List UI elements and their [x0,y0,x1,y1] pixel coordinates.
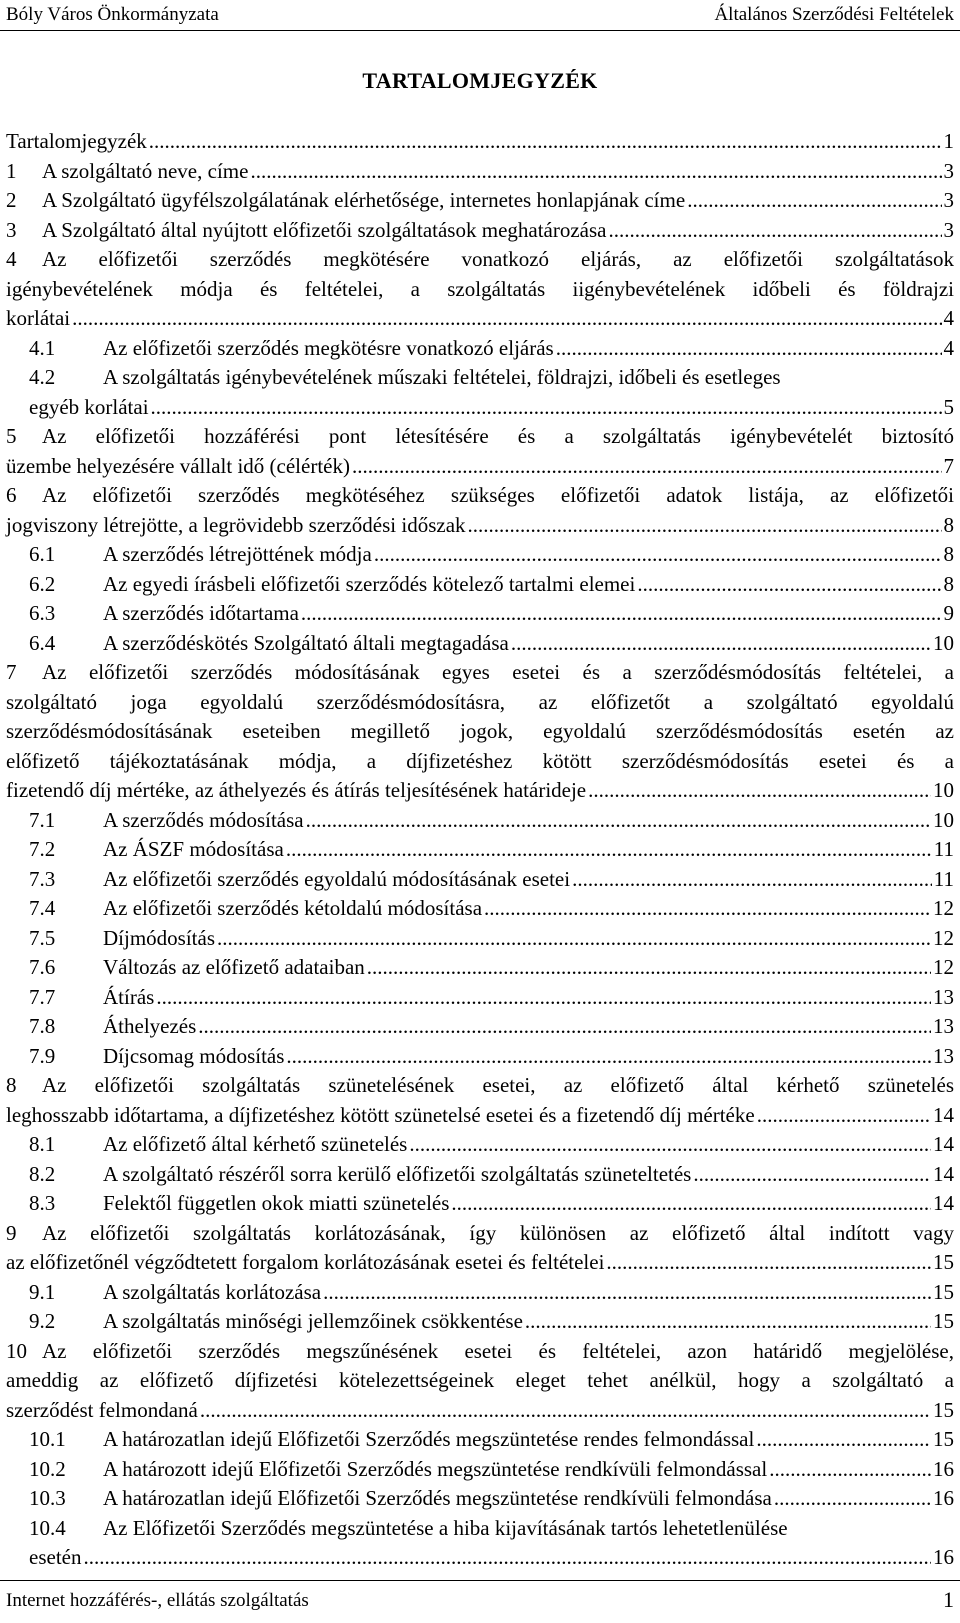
toc-entry-number: 10.3 [29,1486,66,1510]
toc-leader [756,1425,931,1455]
toc-leader [301,599,942,629]
toc-page-number: 13 [933,984,954,1009]
toc-entry-10[interactable] [6,1337,954,1426]
toc-leader [149,127,942,157]
toc-entry-tartalomjegyzek[interactable] [6,127,954,157]
toc-entry-text: A szolgáltató részéről sorra kerülő előfizetői szolgáltatás szüneteltetés [103,1161,692,1186]
toc-entry-number: 7.8 [29,1014,56,1038]
toc-entry-number: 10.4 [29,1515,66,1540]
toc-entry-text: A szolgáltatás korlátozása [103,1279,322,1304]
toc-entry-text-line-1: Az előfizetői szerződés megkötésére vonatkozó eljárás, az előfizetői szolgáltatások [42,247,954,271]
toc-entry-text: A határozatlan idejű Előfizetői Szerződés megszüntetése rendkívüli felmondása [103,1486,772,1510]
toc-entry-7-1[interactable] [6,806,954,836]
toc-page-number: 10 [933,630,954,655]
toc-page-number: 16 [933,1486,954,1510]
toc-entry-1[interactable] [6,157,954,187]
toc-entry-text: Az egyedi írásbeli előfizetői szerződés kötelező tartalmi elemei [103,571,636,596]
footer-service-name: Internet hozzáférés-, ellátás szolgáltatás [6,1590,309,1611]
toc-entry-text: Változás az előfizető adataiban [103,955,365,979]
toc-entry-number: 6.4 [29,630,56,655]
toc-page-number: 15 [933,1279,954,1304]
toc-leader [367,953,931,983]
toc-entry-number: 8.1 [29,1132,56,1156]
toc-entry-number: 2 [6,188,17,212]
toc-leader [151,393,942,423]
toc-leader [306,806,931,836]
toc-title: TARTALOMJEGYZÉK [362,68,598,93]
toc-leader [511,629,931,659]
toc-page-number: 11 [933,866,954,891]
toc-leader [72,304,941,334]
toc-page-number: 16 [933,1545,954,1569]
toc-entry-text-line-1: Az előfizetői hozzáférési pont létesítésére és a szolgáltatás igénybevételét biztosító [42,424,954,448]
toc-page-number: 5 [943,394,954,419]
toc-entry-number: 9 [6,1220,17,1245]
toc-entry-8-3[interactable] [6,1189,954,1219]
toc-entry-text-line-2: az előfizetőnél végződtetett forgalom korlátozásának esetei és feltételei [6,1250,605,1274]
toc-entry-text: A határozatlan idejű Előfizetői Szerződés megszüntetése rendes felmondással [103,1427,755,1451]
toc-entry-text-line-1: Az előfizetői szolgáltatás korlátozásának, így különösen az előfizető által indított vagy [42,1220,954,1245]
toc-page-number: 14 [933,1102,954,1127]
toc-entry-8-2[interactable] [6,1160,954,1190]
running-footer [0,1580,960,1623]
toc-page-number: 1 [943,129,954,153]
toc-leader [484,894,931,924]
toc-entry-text: A Szolgáltató ügyfélszolgálatának elérhetősége, internetes honlapjának címe [42,188,686,212]
toc-entry-number: 6.3 [29,601,56,625]
toc-page-number: 12 [933,955,954,979]
toc-entry-text: Díjmódosítás [103,925,216,950]
toc-entry-number: 7.3 [29,866,56,891]
toc-entry-text: Átírás [103,984,155,1009]
toc-entry-text: A határozott idejű Előfizetői Szerződés megszüntetése rendkívüli felmondással [103,1456,768,1481]
toc-entry-number: 7.9 [29,1043,56,1068]
toc-page-number: 11 [933,837,954,861]
toc-entry-text-line-1: Az előfizetői szerződés megkötéséhez szükséges előfizetői adatok listája, az előfizetői [42,483,954,507]
toc-entry-text: Az előfizetői szerződés kétoldalú módosítása [103,896,483,920]
toc-entry-7-3[interactable] [6,865,954,895]
toc-entry-7-7[interactable] [6,983,954,1013]
toc-entry-6-4[interactable] [6,629,954,659]
toc-entry-text: A szolgáltatás minőségi jellemzőinek csökkentése [103,1309,523,1333]
toc-page-number: 15 [933,1397,954,1422]
toc-entry-8-1[interactable] [6,1130,954,1160]
toc-entry-number: 4.1 [29,335,56,360]
toc-entry-text-line-3: szerződésmódosításának eseteiben megillető jogok, egyoldalú szerződésmódosítás esetén az [6,719,954,743]
toc-entry-text: A szerződés időtartama [103,601,299,625]
toc-leader [374,540,942,570]
toc-entry-text: A szolgáltató neve, címe [42,158,249,183]
toc-entry-4[interactable] [6,245,954,334]
toc-entry-number: 7.6 [29,955,56,979]
toc-entry-10-3[interactable] [6,1484,954,1514]
toc-page-number: 4 [943,306,954,330]
toc-entry-7-9[interactable] [6,1042,954,1072]
toc-entry-3[interactable] [6,216,954,246]
toc-entry-text-line-2: szolgáltató joga egyoldalú szerződésmódosításra, az előfizetőt a szolgáltató egyoldalú [6,689,954,714]
toc-page-number: 3 [943,158,954,183]
toc-entry-10-4[interactable] [6,1514,954,1573]
toc-page-number: 4 [943,335,954,360]
toc-page-number: 7 [943,453,954,478]
toc-entry-text-line-2: leghosszabb időtartama, a díjfizetéshez kötött szünetelsé esetei és a fizetendő díj mértéke [6,1102,755,1127]
toc-page-number: 9 [943,601,954,625]
toc-leader [774,1484,931,1514]
toc-entry-number: 10 [6,1338,27,1363]
toc-entry-text-line-2: esetén [29,1545,82,1569]
toc-entry-text: Felektől független okok miatti szünetelés [103,1191,450,1215]
toc-entry-number: 7.4 [29,896,56,920]
toc-entry-number: 3 [6,217,17,242]
toc-entry-10-1[interactable] [6,1425,954,1455]
toc-entry-7-4[interactable] [6,894,954,924]
toc-entry-text-line-2: egyéb korlátai [29,394,149,419]
toc-leader [468,511,942,541]
toc-entry-text-line-1: Az előfizetői szolgáltatás szünetelésének esetei, az előfizető által kérhető szünetelés [42,1073,954,1097]
toc-page-number: 8 [943,571,954,596]
header-document-title: Általános Szerződési Feltételek [714,4,954,25]
toc-entry-text-line-1: Az Előfizetői Szerződés megszüntetése a hiba kijavításának tartós lehetetlenülése [103,1515,788,1540]
toc-entry-number: 4 [6,247,17,271]
toc-entry-text-line-2: jogviszony létrejötte, a legrövidebb szerződési időszak [6,512,466,537]
toc-leader [525,1307,931,1337]
toc-entry-number: 4.2 [29,365,56,389]
toc-entry-text: A Szolgáltató által nyújtott előfizetői szolgáltatások meghatározása [42,217,607,242]
toc-entry-4-1[interactable] [6,334,954,364]
toc-entry-text: Az ÁSZF módosítása [103,837,284,861]
toc-leader [83,1543,931,1573]
toc-leader [588,776,931,806]
toc-leader [352,452,942,482]
footer-page-number: 1 [943,1587,954,1612]
toc-entry-number: 9.1 [29,1279,56,1304]
toc-leader [693,1160,931,1190]
header-organization: Bóly Város Önkormányzata [6,4,219,25]
toc-page-number: 13 [933,1014,954,1038]
toc-page-number: 15 [933,1427,954,1451]
toc-leader [250,157,941,187]
toc-entry-text: Áthelyezés [103,1014,197,1038]
toc-leader [217,924,931,954]
toc-page-number: 12 [933,896,954,920]
toc-page-number: 15 [933,1250,954,1274]
toc-page-number: 8 [943,512,954,537]
toc-entry-text-line-4: előfizető tájékoztatásának módja, a díjfizetéshez kötött szerződésmódosítás esetei és a [6,748,954,773]
toc-entry-number: 7.7 [29,984,56,1009]
toc-page-number: 3 [943,217,954,242]
toc-entry-number: 8.3 [29,1191,56,1215]
toc-leader [451,1189,931,1219]
toc-entry-7-6[interactable] [6,953,954,983]
toc-page-number: 15 [933,1309,954,1333]
toc-entry-number: 6.1 [29,542,56,566]
toc-entry-6-3[interactable] [6,599,954,629]
running-header [0,0,960,31]
toc-leader [556,334,942,364]
toc-entry-number: 7.1 [29,807,56,832]
toc-entry-text-line-3: korlátai [6,306,71,330]
toc-entry-number: 7 [6,660,17,684]
toc-entry-7-2[interactable] [6,835,954,865]
toc-entry-text-line-1: Az előfizetői szerződés módosításának egyes esetei és a szerződésmódosítás feltételei, a [42,660,954,684]
toc-leader [637,570,941,600]
table-of-contents [6,127,954,1573]
toc-entry-text-line-1: Az előfizetői szerződés megszűnésének esetei és feltételei, azon határidő megjelölése, [42,1338,954,1363]
toc-page-number: 14 [933,1161,954,1186]
toc-entry-text-line-2: ameddig az előfizető díjfizetési kötelezettségeinek eleget tehet anélkül, hogy a szolgáltató a [6,1368,954,1392]
toc-page-number: 13 [933,1043,954,1068]
toc-entry-6-1[interactable] [6,540,954,570]
toc-entry-9-2[interactable] [6,1307,954,1337]
toc-page-number: 14 [933,1191,954,1215]
toc-entry-number: 8.2 [29,1161,56,1186]
toc-page-number: 16 [933,1456,954,1481]
toc-entry-text: Díjcsomag módosítás [103,1043,285,1068]
toc-leader [609,216,942,246]
toc-entry-text: A szerződés módosítása [103,807,304,832]
toc-leader [409,1130,931,1160]
toc-leader [198,1012,931,1042]
toc-entry-number: 6 [6,483,17,507]
toc-entry-8[interactable] [6,1071,954,1130]
toc-entry-text-line-3: szerződést felmondaná [6,1397,198,1422]
toc-page-number: 10 [933,778,954,802]
toc-entry-number: 10.1 [29,1427,66,1451]
toc-entry-10-2[interactable] [6,1455,954,1485]
toc-leader [286,1042,931,1072]
toc-leader [156,983,931,1013]
toc-entry-7[interactable] [6,658,954,806]
toc-entry-text: A szerződés létrejöttének módja [103,542,372,566]
toc-page-number: 3 [943,188,954,212]
toc-entry-text: Az előfizetői szerződés egyoldalú módosításának esetei [103,866,571,891]
toc-entry-5[interactable] [6,422,954,481]
toc-entry-text: Az előfizető által kérhető szünetelés [103,1132,408,1156]
toc-leader [769,1455,931,1485]
toc-entry-4-2[interactable] [6,363,954,422]
toc-entry-9[interactable] [6,1219,954,1278]
toc-entry-6[interactable] [6,481,954,540]
toc-entry-text-line-5: fizetendő díj mértéke, az áthelyezés és átírás teljesítésének határideje [6,778,587,802]
toc-page-number: 10 [933,807,954,832]
toc-entry-7-8[interactable] [6,1012,954,1042]
toc-entry-number: 7.2 [29,837,56,861]
toc-entry-text-line-1: A szolgáltatás igénybevételének műszaki feltételei, földrajzi, időbeli és esetleges [103,365,781,389]
toc-entry-6-2[interactable] [6,570,954,600]
toc-entry-number: 8 [6,1073,17,1097]
toc-leader [323,1278,931,1308]
toc-entry-text: Az előfizetői szerződés megkötésre vonatkozó eljárás [103,335,554,360]
toc-entry-number: 10.2 [29,1456,66,1481]
toc-leader [286,835,932,865]
toc-page-number: 12 [933,925,954,950]
toc-entry-number: 7.5 [29,925,56,950]
toc-page-number: 14 [933,1132,954,1156]
toc-page-number: 8 [943,542,954,566]
toc-entry-2[interactable] [6,186,954,216]
toc-leader [200,1396,931,1426]
toc-entry-number: 9.2 [29,1309,56,1333]
toc-leader [757,1101,931,1131]
toc-entry-number: 6.2 [29,571,56,596]
toc-entry-text-line-2: üzembe helyezésére vállalt idő (célérték) [6,453,350,478]
toc-entry-7-5[interactable] [6,924,954,954]
toc-entry-text: A szerződéskötés Szolgáltató általi megtagadása [103,630,509,655]
toc-entry-text-line-2: igénybevételének módja és feltételei, a szolgáltatás iigénybevételének időbeli és földrajzi [6,276,954,301]
toc-entry-number: 5 [6,424,17,448]
toc-entry-text: Tartalomjegyzék [6,129,147,153]
toc-leader [687,186,941,216]
toc-leader [572,865,932,895]
toc-leader [606,1248,931,1278]
toc-entry-number: 1 [6,158,17,183]
toc-entry-9-1[interactable] [6,1278,954,1308]
